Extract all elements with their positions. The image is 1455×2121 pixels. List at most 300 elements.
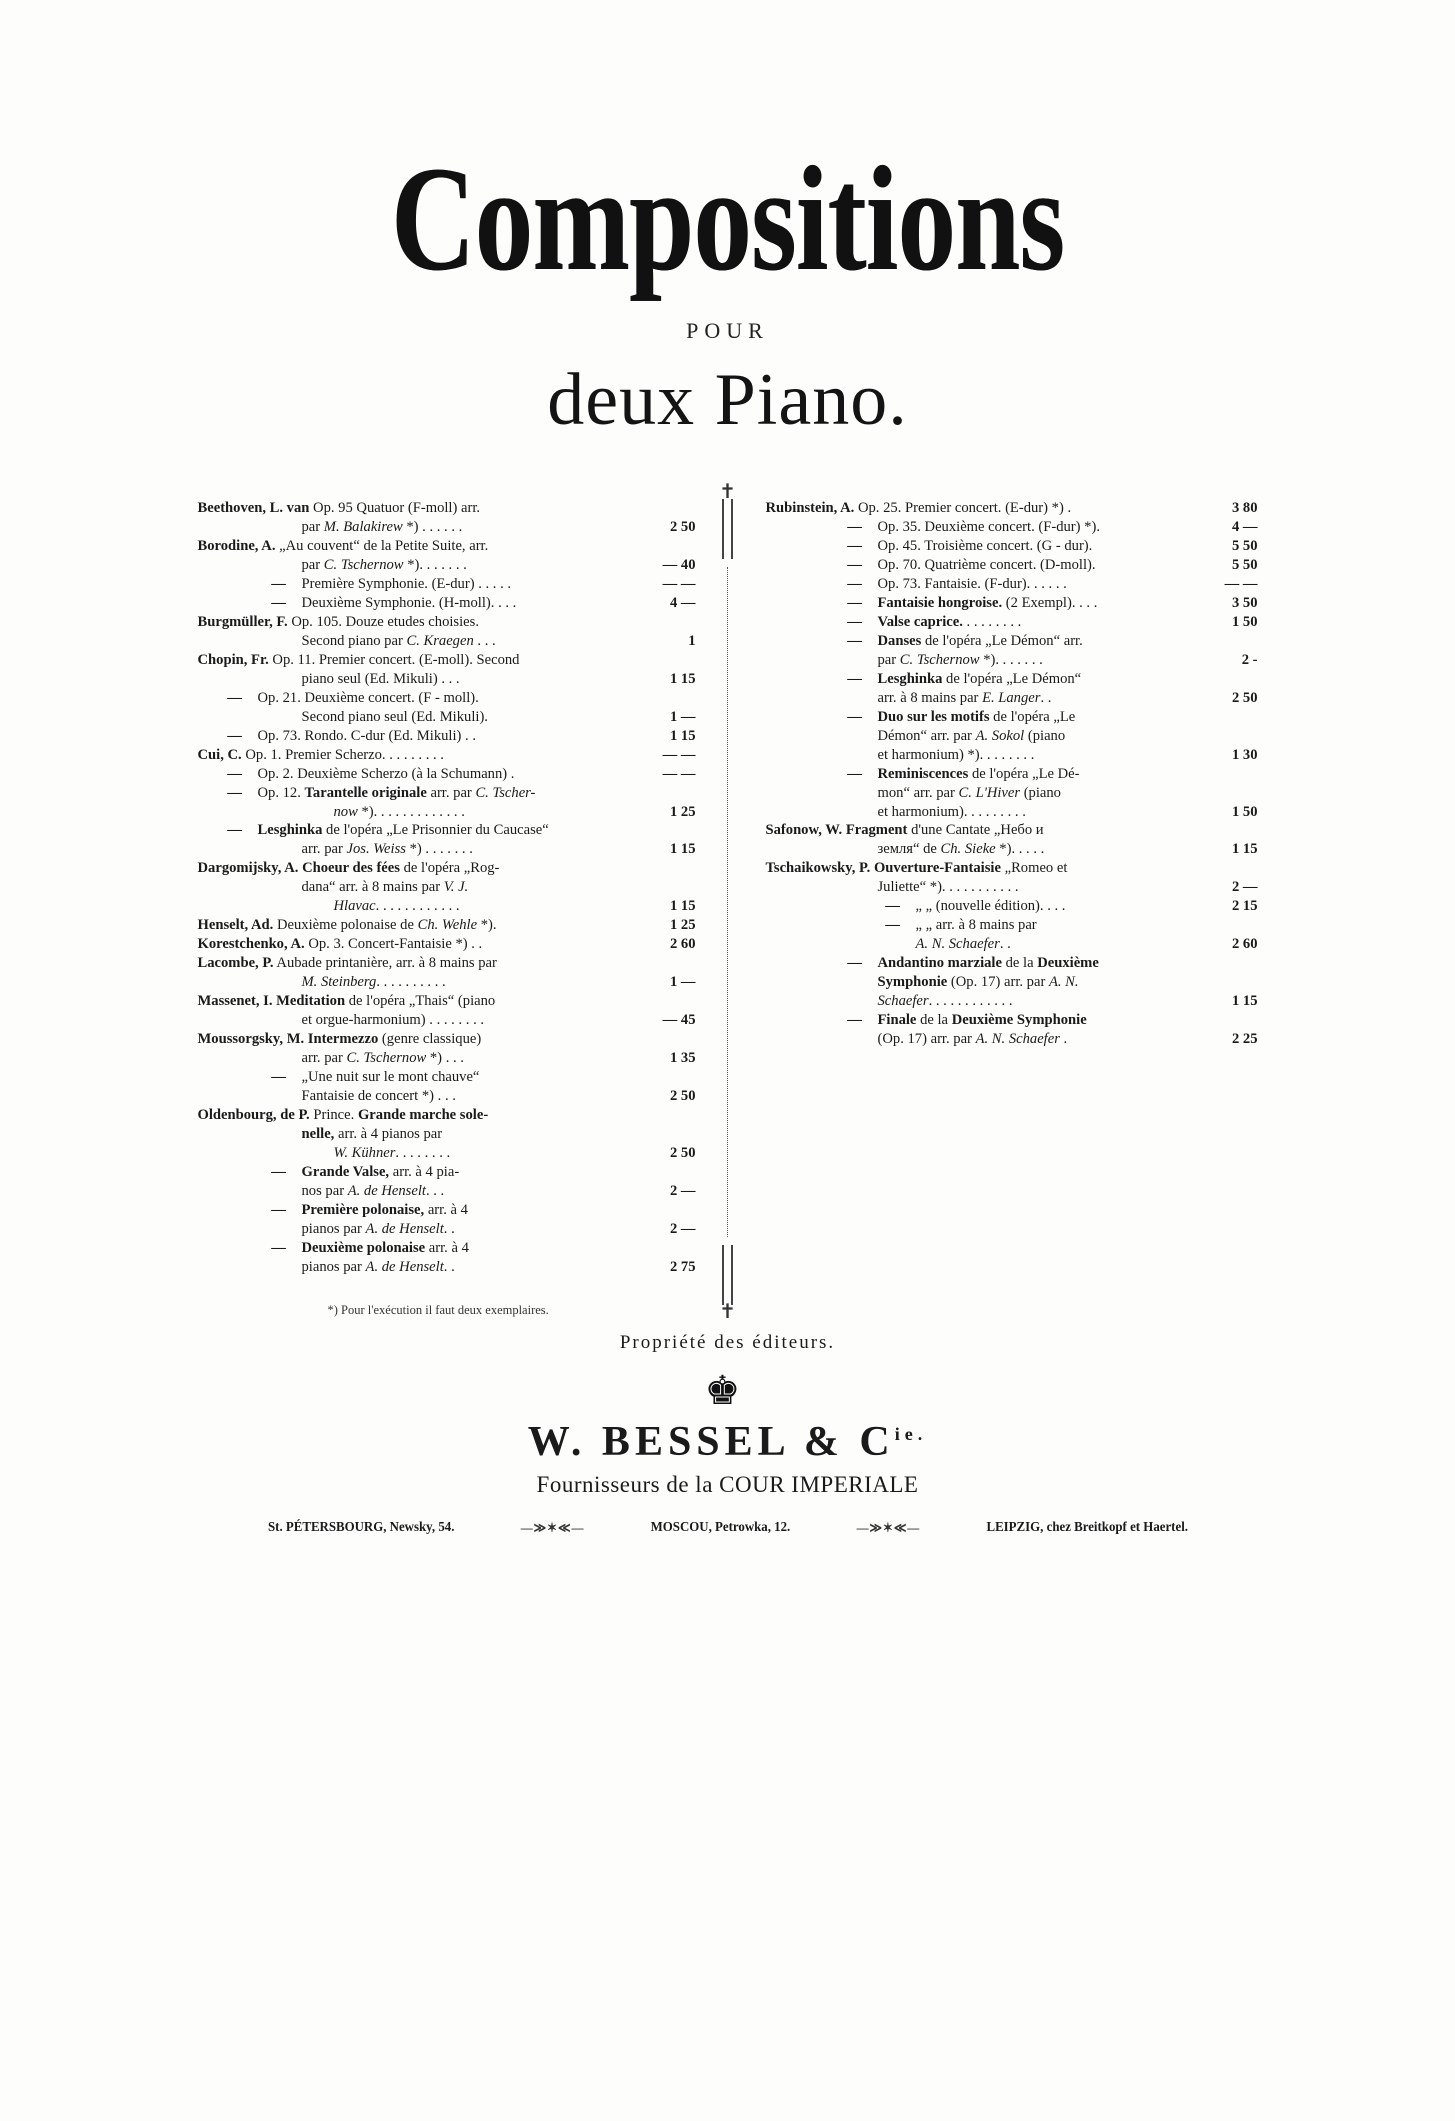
entry-price: 1 15 [1231,841,1258,858]
entry-text: (Op. 17) arr. par A. N. Schaefer . [877,1031,1068,1048]
divider-bar-bottom [722,1245,733,1305]
city-addresses [268,1520,1188,1536]
entry-text: Op. 45. Troisième concert. (G - dur). [877,537,1093,554]
catalogue-entry [766,897,1258,916]
publisher-label: W. BESSEL & C [527,1418,895,1465]
catalogue-entry [198,1087,696,1106]
entry-text: Op. 25. Premier concert. (E-dur) *) . [857,500,1072,516]
catalogue-entry [766,537,1258,556]
entry-composer-line [198,613,644,632]
entry-text: „Une nuit sur le mont chauve“ [301,1069,480,1086]
entry-text: Duo sur les motifs de l'opéra „Le [877,708,1076,725]
entry-detail-line [198,689,644,708]
entry-detail-line [766,897,1206,916]
catalogue-entry [198,651,696,670]
entry-text: Reminiscences de l'opéra „Le Dé- [877,765,1080,782]
entry-text: Lesghinka de l'opéra „Le Prisonnier du Caucase“ [257,822,549,839]
repeat-dash: — [271,1163,286,1180]
catalogue-entry [766,859,1258,878]
composer-name: Massenet, I. [197,993,273,1010]
entry-price: 1 50 [1231,613,1258,630]
composer-name: Beethoven, L. van [197,500,310,516]
catalogue-entry [766,878,1258,897]
entry-text: Ouverture-Fantaisie „Romeo et [873,860,1068,877]
entry-detail-line [766,689,1206,708]
catalogue-entry [198,784,696,803]
catalogue-entry [766,670,1258,689]
composer-name: Tschaikowsky, P. [765,860,871,877]
entry-price: 5 50 [1231,537,1258,554]
repeat-dash: — [227,727,242,744]
entry-text: arr. à 8 mains par E. Langer. . [877,689,1052,706]
entry-detail-line [198,1163,644,1182]
catalogue-entry [766,708,1258,727]
entry-detail-line [198,632,644,651]
catalogue-entry [198,1125,696,1144]
entry-text: piano seul (Ed. Mikuli) . . . [301,670,460,687]
imperial-eagle-crest-icon: ♚ [704,1367,741,1413]
repeat-dash: — [227,784,242,801]
catalogue-entry [198,1182,696,1201]
entry-detail-line [198,1220,644,1239]
catalogue-entry [198,935,696,954]
title-pour-label: POUR [686,318,769,343]
entry-price: 2 50 [669,1088,696,1105]
entry-detail-line [766,935,1206,954]
catalogue-entry [766,499,1258,518]
repeat-dash: — [847,537,862,554]
entry-price: 1 — [669,708,696,725]
catalogue-entry [198,575,696,594]
entry-detail-line [198,1068,644,1087]
entry-detail-line [766,708,1206,727]
catalogue-entry [766,992,1258,1011]
entry-detail-line [198,1201,644,1220]
catalogue-entry [198,840,696,859]
catalogue-entry [198,1011,696,1030]
composer-name: Burgmüller, F. [197,613,288,630]
repeat-dash: — [271,1069,286,1086]
entry-detail-line [198,1182,644,1201]
entry-text: dana“ arr. à 8 mains par V. J. [301,879,469,896]
catalogue-entry [766,594,1258,613]
column-divider-ornament [719,481,736,1323]
entry-text: W. Kühner. . . . . . . . [333,1144,451,1161]
repeat-dash: — [847,632,862,649]
repeat-dash: — [271,594,286,611]
entry-price: — — [662,765,696,782]
entry-detail-line [198,821,644,840]
entry-text: Symphonie (Op. 17) arr. par A. N. [877,974,1079,991]
entry-composer-line [198,651,644,670]
entry-price: 2 60 [669,936,696,953]
divider-dotted-line [727,567,728,1237]
entry-detail-line [766,916,1206,935]
entry-text: par C. Tschernow *). . . . . . . [877,651,1043,668]
entry-text: Intermezzo (genre classique) [307,1031,482,1048]
entry-price: 1 15 [669,727,696,744]
entry-detail-line [198,840,644,859]
catalogue-entry [198,1030,696,1049]
entry-price: 1 50 [1231,803,1258,820]
entry-detail-line [766,537,1206,556]
catalogue-entry [766,1030,1258,1049]
entry-text: par C. Tschernow *). . . . . . . [301,556,467,573]
entry-price: 1 15 [1231,993,1258,1010]
entry-price: — 45 [662,1012,696,1029]
catalogue-entry [198,916,696,935]
repeat-dash: — [847,613,862,630]
entry-text: par M. Balakirew *) . . . . . . [301,518,463,535]
repeat-dash: — [847,594,862,611]
entry-text: Prince. Grande marche sole- [313,1107,489,1123]
ornament-icon-left: —≫✶≪— [520,1519,584,1535]
composer-name: Dargomijsky, A. [197,860,299,877]
composer-name: Cui, C. [197,746,242,763]
catalogue-entry [766,935,1258,954]
entry-composer-line [198,916,644,935]
entry-text: Op. 2. Deuxième Scherzo (à la Schumann) . [257,765,515,782]
entry-text: земля“ de Ch. Sieke *). . . . . [877,841,1045,858]
entry-text: Meditation de l'opéra „Thais“ (piano [276,993,496,1010]
entry-detail-line [766,594,1206,613]
catalogue-entry [766,632,1258,651]
entry-detail-line [198,878,644,897]
address-moscou: MOSCOU, Petrowka, 12. [650,1519,790,1535]
entry-text: Op. 1. Premier Scherzo. . . . . . . . . [245,746,444,763]
entry-price: 1 15 [669,841,696,858]
entry-text: Second piano par C. Kraegen . . . [301,632,496,649]
entry-price: 2 60 [1231,936,1258,953]
entry-price: 4 — [1231,518,1258,535]
composer-name: Henselt, Ad. [197,917,274,934]
entry-price: 1 [688,632,696,649]
catalogue-entry [766,613,1258,632]
composer-name: Rubinstein, A. [765,500,855,516]
entry-text: Deuxième Symphonie. (H-moll). . . . [301,594,517,611]
entry-text: Op. 3. Concert-Fantaisie *) . . [308,936,483,953]
entry-detail-line [766,575,1206,594]
repeat-dash: — [885,898,900,915]
title-subtitle: deux Piano. [547,359,908,441]
catalogue-entry [198,859,696,878]
entry-detail-line [766,878,1206,897]
entry-price: 2 — [669,1220,696,1237]
entry-composer-line [198,1030,644,1049]
title-block [0,0,1455,443]
catalogue-entry [198,821,696,840]
entry-composer-line [198,537,644,556]
repeat-dash: — [271,1239,286,1256]
entry-detail-line [198,973,644,992]
catalogue-entry [198,973,696,992]
entry-detail-line [766,651,1206,670]
entry-text: et harmonium). . . . . . . . . [877,803,1026,820]
entry-detail-line [766,992,1206,1011]
entry-detail-line [198,556,644,575]
entry-price: 2 — [1231,879,1258,896]
composer-name: Chopin, Fr. [197,651,269,668]
entry-text: Deuxième polonaise arr. à 4 [301,1239,469,1256]
publisher-name [0,1418,1455,1466]
entry-text: „ „ arr. à 8 mains par [915,917,1037,934]
entry-price: 3 50 [1231,594,1258,611]
entry-detail-line [198,1258,644,1277]
catalogue-entry [198,1239,696,1258]
entry-text: Op. 70. Quatrième concert. (D-moll). [877,556,1096,573]
entry-text: Juliette“ *). . . . . . . . . . . [877,879,1019,896]
entry-text: Première Symphonie. (E-dur) . . . . . [301,575,512,592]
entry-text: et harmonium) *). . . . . . . . [877,746,1035,763]
entry-detail-line [766,1030,1206,1049]
ornament-icon-right: —≫✶≪— [856,1519,920,1535]
entry-detail-line [766,613,1206,632]
catalogue-entry [198,1201,696,1220]
entry-price: 2 50 [1231,689,1258,706]
entry-text: Op. 73. Rondo. C-dur (Ed. Mikuli) . . [257,727,476,744]
repeat-dash: — [847,518,862,535]
entry-text: nos par A. de Henselt. . . [301,1182,445,1199]
entry-price: 1 15 [669,898,696,915]
entry-text: pianos par A. de Henselt. . [301,1220,455,1237]
entry-price: — — [662,746,696,763]
entry-composer-line [198,499,644,518]
catalogue-entry [766,575,1258,594]
catalogue-entry [198,897,696,916]
catalogue-entry [198,708,696,727]
repeat-dash: — [227,822,242,839]
entry-text: „Au couvent“ de la Petite Suite, arr. [279,537,489,554]
entry-text: Schaefer. . . . . . . . . . . . [877,993,1013,1010]
entry-text: pianos par A. de Henselt. . [301,1258,455,1275]
entry-text: M. Steinberg. . . . . . . . . . [301,974,446,991]
catalogue-entry [198,954,696,973]
entry-composer-line [198,954,644,973]
catalogue-entry [766,784,1258,803]
address-leipzig: LEIPZIG, chez Breitkopf et Haertel. [985,1519,1188,1535]
entry-composer-line [198,992,644,1011]
catalogue-entry [198,1106,696,1125]
repeat-dash: — [227,765,242,782]
entry-text: Fantaisie hongroise. (2 Exempl). . . . [877,594,1098,611]
entry-detail-line [198,765,644,784]
catalogue-entry [198,1144,696,1163]
entry-detail-line [198,727,644,746]
entry-detail-line [766,556,1206,575]
entry-text: Op. 21. Deuxième concert. (F - moll). [257,689,479,706]
catalogue-column-left [198,499,696,1277]
repeat-dash: — [847,708,862,725]
entry-text: Andantino marziale de la Deuxième [877,955,1099,972]
entry-detail-line [766,632,1206,651]
entry-detail-line [198,803,644,822]
repeat-dash: — [271,1201,286,1218]
catalogue-entry [766,746,1258,765]
entry-detail-line [198,594,644,613]
entry-composer-line [766,499,1206,518]
entry-price: 1 25 [669,803,696,820]
entry-detail-line [198,784,644,803]
entry-price: 4 — [669,594,696,611]
entry-price: 1 — [669,974,696,991]
catalogue-entry [198,765,696,784]
entry-text: et orgue-harmonium) . . . . . . . . [301,1012,485,1029]
catalogue-column-right [766,499,1258,1277]
repeat-dash: — [227,689,242,706]
divider-bar-top [722,499,733,559]
catalogue-entry [198,1068,696,1087]
repeat-dash: — [847,556,862,573]
entry-price: 2 - [1241,651,1258,668]
entry-text: Op. 35. Deuxième concert. (F-dur) *). [877,518,1100,535]
repeat-dash: — [847,955,862,972]
entry-price: 2 — [669,1182,696,1199]
catalogue-entry [198,1049,696,1068]
catalogue-entry [198,537,696,556]
entry-detail-line [198,1087,644,1106]
catalogue-entry [198,689,696,708]
catalogue-entry [766,518,1258,537]
dagger-icon-bottom: ✝ [719,1301,736,1323]
catalogue-entry [198,613,696,632]
entry-text: Grande Valse, arr. à 4 pia- [301,1163,460,1180]
catalogue-entry [766,821,1258,840]
entry-text: Deuxième polonaise de Ch. Wehle *). [276,917,497,934]
footnote: *) Pour l'exécution il faut deux exemplaires. [327,1302,549,1317]
entry-text: Fantaisie de concert *) . . . [301,1088,456,1105]
catalogue-entry [198,632,696,651]
entry-text: Op. 105. Douze etudes choisies. [291,613,479,630]
catalogue-entry [766,651,1258,670]
entry-price: 1 25 [669,917,696,934]
entry-detail-line [198,575,644,594]
catalogue-entry [766,1011,1258,1030]
catalogue-entry [766,840,1258,859]
entry-detail-line [766,784,1206,803]
catalogue-entry [766,556,1258,575]
entry-text: Second piano seul (Ed. Mikuli). [301,708,488,725]
composer-name: Korestchenko, A. [197,936,305,953]
entry-text: Op. 73. Fantaisie. (F-dur). . . . . . [877,575,1067,592]
composer-name: Borodine, A. [197,537,276,554]
entry-price: 1 35 [669,1050,696,1067]
entry-price: 2 25 [1231,1031,1258,1048]
page-title: Compositions [390,136,1065,302]
entry-detail-line [198,1049,644,1068]
entry-text: Danses de l'opéra „Le Démon“ arr. [877,632,1083,649]
entry-text: Op. 95 Quatuor (F-moll) arr. [313,500,481,516]
entry-price: — — [662,575,696,592]
entry-price: 3 80 [1231,500,1258,516]
catalogue-entry [198,670,696,689]
catalogue-entry [198,1258,696,1277]
entry-composer-line [766,859,1206,878]
repeat-dash: — [847,670,862,687]
repeat-dash: — [271,575,286,592]
catalogue-entry [198,1220,696,1239]
entry-detail-line [198,708,644,727]
composer-name: Moussorgsky, M. [197,1031,305,1048]
entry-detail-line [198,518,644,537]
entry-price: — — [1224,575,1258,592]
catalogue-entry [766,973,1258,992]
catalogue-entry [766,727,1258,746]
entry-detail-line [766,670,1206,689]
entry-price: — 40 [662,556,696,573]
entry-detail-line [198,1239,644,1258]
entry-price: 1 15 [669,670,696,687]
catalogue-entry [766,954,1258,973]
entry-text: mon“ arr. par C. L'Hiver (piano [877,784,1061,801]
entry-detail-line [766,803,1206,822]
entry-detail-line [766,765,1206,784]
entry-text: Op. 12. Tarantelle originale arr. par C. Tscher- [257,784,536,801]
repeat-dash: — [847,575,862,592]
composer-name: Oldenbourg, de P. [197,1107,310,1123]
publisher-suffix: ie. [894,1423,928,1444]
entry-text: Lesghinka de l'opéra „Le Démon“ [877,670,1082,687]
entry-text: „ „ (nouvelle édition). . . . [915,898,1066,915]
entry-detail-line [198,1011,644,1030]
entry-detail-line [766,954,1206,973]
entry-detail-line [198,1125,644,1144]
repeat-dash: — [885,917,900,934]
dagger-icon: ✝ [719,481,736,503]
publisher-subtitle: Fournisseurs de la COUR IMPERIALE [536,1471,919,1497]
catalogue-entry [766,689,1258,708]
entry-text: nelle, arr. à 4 pianos par [301,1125,443,1142]
catalogue-entry [198,878,696,897]
repeat-dash: — [847,1012,862,1029]
entry-text: arr. par C. Tschernow *) . . . [301,1050,464,1067]
entry-detail-line [198,1144,644,1163]
entry-text: Première polonaise, arr. à 4 [301,1201,468,1218]
entry-text: Valse caprice. . . . . . . . . [877,613,1022,630]
entry-detail-line [766,840,1206,859]
entry-detail-line [766,1011,1206,1030]
catalogue-entry [198,746,696,765]
entry-composer-line [198,746,644,765]
catalogue-entry [198,594,696,613]
entry-price: 2 15 [1231,898,1258,915]
entry-composer-line [198,935,644,954]
entry-price: 1 30 [1231,746,1258,763]
address-st-petersbourg: St. PÉTERSBOURG, Newsky, 54. [267,1519,454,1535]
copyright-line: Propriété des éditeurs. [619,1331,836,1353]
entry-text: Op. 11. Premier concert. (E-moll). Second [272,651,520,668]
entry-detail-line [198,670,644,689]
catalogue-entry [198,499,696,518]
catalogue-entry [198,727,696,746]
entry-detail-line [766,727,1206,746]
entry-price: 5 50 [1231,556,1258,573]
composer-name: Lacombe, P. [197,955,274,972]
entry-price: 2 50 [669,1144,696,1161]
catalogue-entry [766,765,1258,784]
catalogue-entry [198,992,696,1011]
composer-name: Safonow, W. [765,822,843,839]
catalogue-entry [766,803,1258,822]
entry-price: 2 50 [669,518,696,535]
entry-text: Fragment d'une Cantate „Небо и [845,822,1044,839]
entry-text: now *). . . . . . . . . . . . . [333,803,465,820]
catalogue-entry [198,518,696,537]
entry-price: 2 75 [669,1258,696,1275]
repeat-dash: — [847,765,862,782]
entry-composer-line [198,1106,644,1125]
entry-detail-line [766,518,1206,537]
entry-text: Finale de la Deuxième Symphonie [877,1012,1087,1029]
